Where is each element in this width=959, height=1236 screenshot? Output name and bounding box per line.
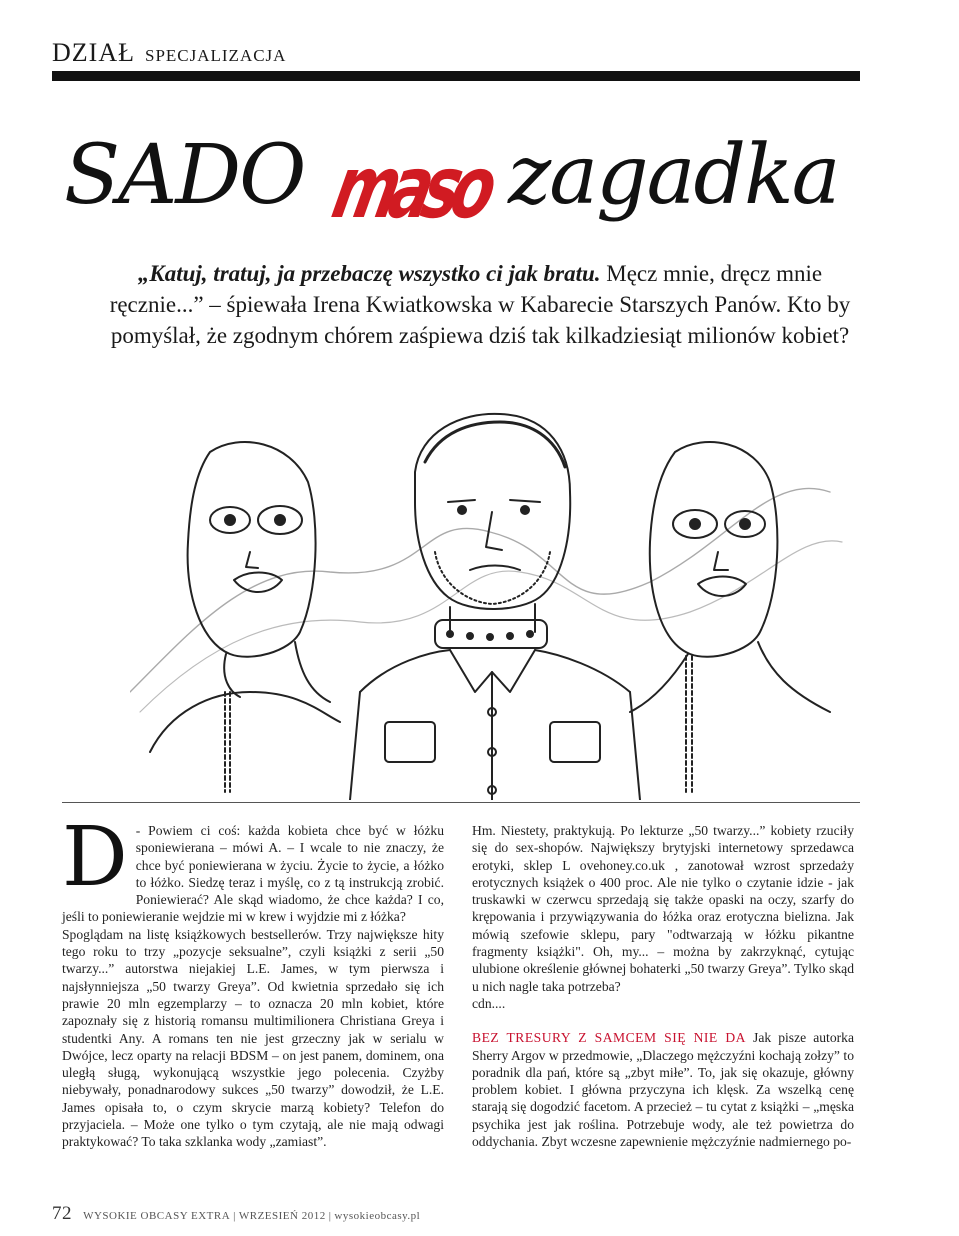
dropcap: D [62,810,128,905]
section-sublabel: SPECJALIZACJA [144,46,287,65]
issue-date: WRZESIEŃ 2012 [238,1210,326,1222]
continued-marker: cdn.... [472,995,506,1011]
section-label: DZIAŁ [52,38,135,67]
page-number: 72 [52,1203,72,1224]
top-rule [52,71,860,81]
footer-divider: | [328,1210,332,1222]
article-paragraph: Hm. Niestety, praktykują. Po lekturze „50 twarzy...” kobiety rzuciły się do sex-shopów. Największy brytyjski internetowy sprzedawca erotyki, sklep L ovehoney.co.uk , zanotował wzrost sprzedaży erotycznych książek o 400 proc. Ale nie tylko o czytanie idzie - jak truskawki w czerwcu sprzedają się także opaski na oczy, szarfy do krępowania i przywiązywania do łóżka oraz erotyczna bielizna. Jak mówią szefowie sklepu, pary "odtwarzają w łóżku pikantne fragmenty książki". Oh, my... – można by zakrzyknąć, cytując ulubione określenie głównej bohaterki „50 twarzy Greya”. Tylko skąd u nich nagle taka potrzeba? [472,823,854,994]
section-header [52,38,286,68]
mid-rule [62,802,860,803]
article-column-right [472,822,854,1150]
subheading: BEZ TRESURY Z SAMCEM SIĘ NIE DA [472,1030,746,1046]
article-paragraph: - Powiem ci coś: każda kobieta chce być w łóżku sponiewierana – mówi A. – I wcale to nie znaczy, że chce być poniewierana w życiu. Życie to życie, a łóżko to łóżko. Siedzę teraz i myślę, co z tą instrukcją zrobić. Poniewierać? Ale skąd wiadomo, że chce każda? I co, jeśli to poniewieranie wejdzie mi w krew i wyjdzie mi z łóżka? [62,823,444,925]
paragraph-spacer [472,1012,854,1029]
website-url: wysokieobcasy.pl [334,1210,421,1222]
lead-rest: Męcz mnie, dręcz mnie ręcznie...” – śpiewała Irena Kwiatkowska w Kabarecie Starszych Panów. Kto by pomyślał, że zgodnym chórem zaśpiewa dziś tak kilkadziesiąt milionów kobiet? [109,261,851,348]
lead-bold: „Katuj, tratuj, ja przebaczę wszystko ci jak bratu. [137,261,601,286]
illustration [130,392,850,800]
headline-part-zagadka: zagadka [508,128,839,223]
headline-part-maso: maso [324,138,498,238]
page-footer [52,1203,420,1225]
lead-paragraph [90,258,870,351]
article-paragraph: Spoglądam na listę książkowych bestsellerów. Trzy największe hity tego roku to trzy „pozycje seksualne”, czyli książki z serii „50 twarzy...” autorstwa niejakiej L.E. James, w tym pierwsza i najsłynniejsza „50 twarzy Greya”. Od kwietnia sprzedało się ich prawie 20 mln egzemplarzy – to oznacza 20 mln kobiet, które zapoznały się z historią romansu multimilionera Christiana Greya i studentki Any. A romans ten nie jest grzeczny jak w serialu w Dwójce, lecz oparty na relacji BDSM – on jest panem, dominem, ona uległą sługą, wykonującą wszystkie jego polecenia. Czyżby niebywały, ponadnarodowy sukces „50 twarzy” dowodził, że L.E. James opisała to, o czym skrycie marzą kobiety? Telefon do przyjaciela. – Może one tylko o tym czytają, ale nie mają odwagi praktykować? To taka szklanka wody „zamiast”. [62,926,444,1150]
article-paragraph [472,1029,854,1150]
magazine-name: WYSOKIE OBCASY EXTRA [83,1210,231,1222]
article-text: Jak pisze autorka Sherry Argov w przedmowie, „Dlaczego mężczyźni kochają zołzy” to poradnik dla pań, które są „zbyt miłe”. To, jak się okazuje, główny problem kobiet. I główna przyczyna ich klęsk. Za wszelką cenę starają się dogodzić facetom. A przecież – tu cytat z książki – „męska psychika jest jak roślina. Potrzebuje wody, ale też powietrza do oddychania. Zbyt wczesne zapewnienie mężczyźnie nadmiernego po- [472,1030,854,1150]
article-column-left [62,810,444,1151]
headline [64,128,864,238]
footer-divider: | [233,1210,236,1222]
headline-part-sado: SADO [64,128,305,223]
